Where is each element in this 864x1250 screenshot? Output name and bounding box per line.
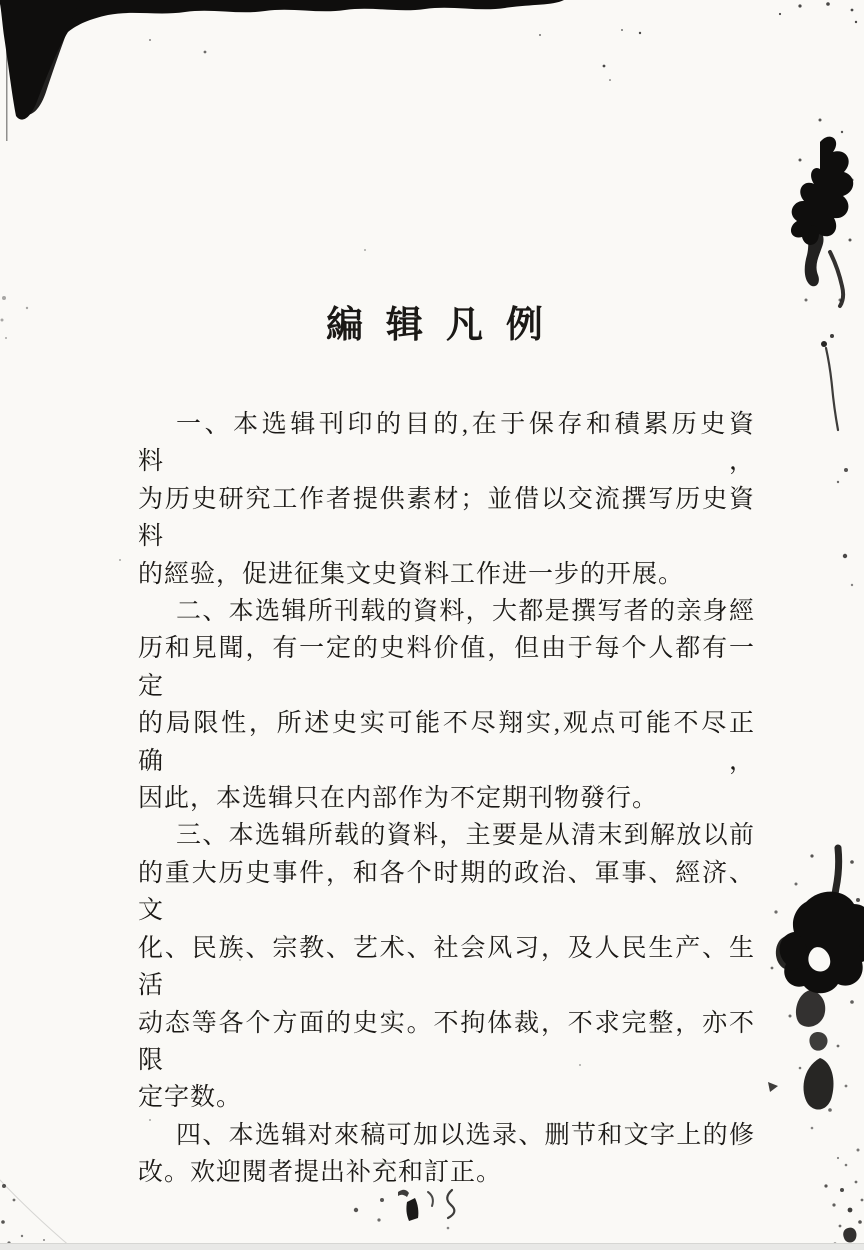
text-line: 为历史研究工作者提供素材；並借以交流撰写历史資料 [138, 485, 755, 551]
page-title: 編辑凡例 [326, 305, 566, 346]
text-line: 化、民族、宗教、艺术、社会风习，及人民生产、生活 [138, 934, 755, 1000]
bottom-scan-edge [0, 1243, 864, 1250]
top-edge-scan-band [0, 0, 564, 141]
text-line: 一、本选辑刊印的目的,在于保存和積累历史資料， [138, 411, 755, 476]
editorial-notes [138, 406, 755, 1192]
bottom-left-specks [0, 1180, 72, 1248]
text-line: 四、本选辑对來稿可加以选录、删节和文字上的修 [176, 1121, 755, 1149]
text-line: 改。欢迎閱者提出补充和訂正。 [138, 1159, 503, 1187]
text-line: 动态等各个方面的史实。不拘体裁，不求完整，亦不限 [138, 1009, 755, 1074]
text-line: 的重大历史事件，和各个时期的政治、軍事、經济、文 [138, 859, 755, 925]
text-line: 三、本选辑所载的資料，主要是从清末到解放以前 [176, 822, 755, 850]
right-upper-ink-blot [791, 119, 854, 307]
text-line: 因此，本选辑只在内部作为不定期刊物發行。 [138, 785, 659, 813]
text-line: 历和見聞，有一定的史料价值，但由于每个人都有一定 [138, 635, 755, 700]
right-lower-ink-blot [768, 848, 864, 1129]
bottom-center-marks [354, 1190, 455, 1230]
bottom-right-specks [824, 1149, 863, 1246]
text-line: 的局限性，所述史实可能不尽翔实,观点可能不尽正确， [138, 710, 755, 775]
text-line: 定字数。 [138, 1084, 243, 1112]
top-right-specks [539, 2, 857, 81]
text-line: 的經验，促进征集文史資料工作进一步的开展。 [138, 560, 685, 588]
text-line: 二、本选辑所刊载的資料，大都是撰写者的亲身經 [176, 598, 755, 626]
